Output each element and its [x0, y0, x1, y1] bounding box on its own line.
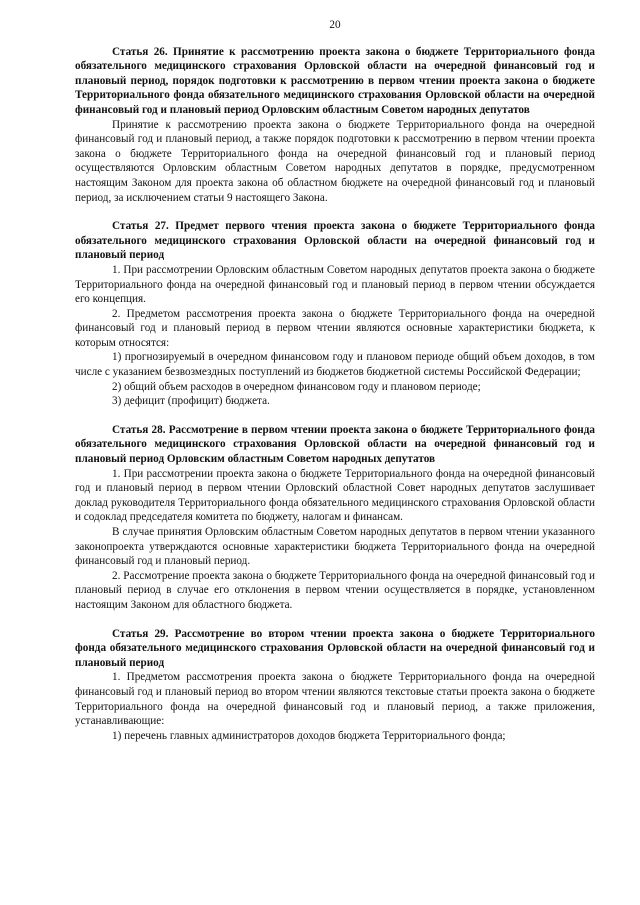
- paragraph: 2) общий объем расходов в очередном финансовом году и плановом периоде;: [112, 380, 481, 393]
- paragraph: 1. При рассмотрении проекта закона о бюджете Территориального фонда на очередной финансовый год и плановый период в первом чтении Орловский областной Совет народных депутатов заслушивает доклад руководителя Территориального фонда обязательного медицинского страхования Орловской области и содоклад председателя комитета по бюджету, налогам и финансам.: [75, 467, 595, 524]
- article-28: [75, 423, 595, 613]
- article-heading: Статья 26. Принятие к рассмотрению проекта закона о бюджете Территориального фонда обязательного медицинского страхования Орловской области на очередной финансовый год и плановый период, порядок подготовки к рассмотрению в первом чтении проекта закона о бюджете Территориального фонда обязательного медицинского страхования Орловской области на очередной финансовый год и плановый период Орловским областным Советом народных депутатов: [75, 45, 595, 116]
- article-heading: Статья 27. Предмет первого чтения проекта закона о бюджете Территориального фонда обязательного медицинского страхования Орловской области на очередной финансовый год и плановый период: [75, 220, 595, 262]
- paragraph: 3) дефицит (профицит) бюджета.: [112, 395, 270, 408]
- paragraph: 2. Предметом рассмотрения проекта закона о бюджете Территориального фонда на очередной финансовый год и плановый период в первом чтении являются основные характеристики бюджета, к которым относятся:: [75, 307, 595, 349]
- paragraph: В случае принятия Орловским областным Советом народных депутатов в первом чтении указанного законопроекта утверждаются основные характеристики бюджета Территориального фонда на очередной финансовый год и плановый период.: [75, 526, 595, 568]
- article-29: [75, 627, 595, 744]
- paragraph: 2. Рассмотрение проекта закона о бюджете Территориального фонда на очередной финансовый год и плановый период в случае его отклонения в первом чтении осуществляется в порядке, установленном настоящим Законом для областного бюджета.: [75, 569, 595, 611]
- paragraph: 1) перечень главных администраторов доходов бюджета Территориального фонда;: [112, 729, 506, 742]
- section-spacer: [75, 613, 595, 627]
- section-spacer: [75, 409, 595, 423]
- article-heading: Статья 28. Рассмотрение в первом чтении проекта закона о бюджете Территориального фонда обязательного медицинского страхования Орловской области на очередной финансовый год и плановый период Орловским областным Советом народных депутатов: [75, 423, 595, 466]
- document-page: [75, 18, 595, 743]
- paragraph: 1) прогнозируемый в очередном финансовом году и плановом периоде общий объем доходов, в том числе с указанием безвозмездных поступлений из бюджетов бюджетной системы Российской Федерации;: [75, 351, 595, 379]
- paragraph: Принятие к рассмотрению проекта закона о бюджете Территориального фонда на очередной финансовый год и плановый период, а также порядок подготовки к рассмотрению в первом чтении проекта закона о бюджете Территориального фонда на очередной финансовый год и плановый период осуществляются Орловским областным Советом народных депутатов в порядке, предусмотренном настоящим Законом для проекта закона об областном бюджете на очередной финансовый год и плановый период, за исключением статьи 9 настоящего Закона.: [75, 118, 595, 204]
- article-27: [75, 219, 595, 409]
- paragraph: 1. Предметом рассмотрения проекта закона о бюджете Территориального фонда на очередной финансовый год и плановый период во втором чтении являются текстовые статьи проекта закона о бюджете Территориального фонда на очередной финансовый год и плановый период, а также приложения, устанавливающие:: [75, 671, 595, 728]
- paragraph: 1. При рассмотрении Орловским областным Советом народных депутатов проекта закона о бюджете Территориального фонда на очередной финансовый год и плановый период в первом чтении обсуждается его концепция.: [75, 263, 595, 306]
- article-26: [75, 45, 595, 206]
- section-spacer: [75, 205, 595, 219]
- article-heading: Статья 29. Рассмотрение во втором чтении проекта закона о бюджете Территориального фонда обязательного медицинского страхования Орловской области на очередной финансовый год и плановый период: [75, 627, 595, 669]
- page-number: 20: [329, 19, 341, 31]
